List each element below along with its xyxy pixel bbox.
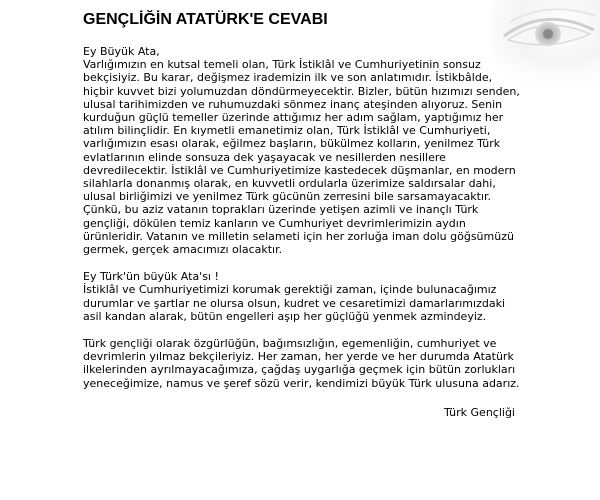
- spacer: [83, 323, 523, 337]
- paragraph-1: Varlığımızın en kutsal temeli olan, Türk İstiklâl ve Cumhuriyetinin sonsuz bekçisiyiz. Bu karar, değişmez irademizin ilk ve son anlatımıdır. İstikbâlde, hiçbir kuvvet bizi yolumuzdan döndürmeyecektir. Bizler, bütün hızımızı senden, ulusal tarihimizden ve ruhumuzdaki sönmez inanç ateşinden alıyoruz. Senin kurduğun güçlü temeller üzerinde attığımız her adım sağlam, yaptığımız her atılım bilinçlidir. En kıymetli emanetimiz olan, Türk İstiklâl ve Cumhuriyeti, varlığımızın esası olarak, eğilmez başların, bükülmez kolların, yenilmez Türk evlatlarının elinde sonsuza dek yaşayacak ve nesillerden nesillere devredilecektir. İstiklâl ve Cumhuriyetimize kastedecek düşmanlar, en modern silahlarla donanmış olarak, en kuvvetli ordularla üzerimize saldırsalar dahi, ulusal birliğimizi ve yenilmez Türk gücünün zerresini bile sarsamayacaktır. Çünkü, bu aziz vatanın toprakları üzerinde yetişen azimli ve inançlı Türk gençliği, dökülen temiz kanların ve Cumhuriyet devrimlerimizin aydın ürünleridir. Vatanın ve milletin selameti için her zorluğa iman dolu göğsümüzü germek, gerçek amacımızı olacaktır.: [83, 58, 520, 257]
- greeting-1: Ey Büyük Ata,: [83, 45, 160, 58]
- greeting-2: Ey Türk'ün büyük Ata'sı !: [83, 270, 219, 284]
- letter-content: [83, 10, 523, 419]
- paragraph-2: İstiklâl ve Cumhuriyetimizi korumak gerektiği zaman, içinde bulunacağımız durumlar ve şartlar ne olursa olsun, kudret ve cesaretimizi damarlarımızdaki asil kandan alarak, bütün engelleri aşıp her güçlüğü yenmek azmindeyiz.: [83, 283, 506, 323]
- page-title: GENÇLİĞİN ATATÜRK'E CEVABI: [83, 11, 328, 28]
- spacer: [83, 256, 523, 270]
- paragraph-3: Türk gençliği olarak özgürlüğün, bağımsızlığın, egemenliğin, cumhuriyet ve devrimlerin yılmaz bekçileriyiz. Her zaman, her yerde ve her durumda Atatürk ilkelerinden ayrılmayacağımıza, çağdaş uygarlığa geçmek için bütün zorlukları yeneceğimize, namus ve şeref sözü verir, kendimizi büyük Türk ulusuna adarız.: [83, 337, 520, 390]
- signature: Türk Gençliği: [443, 405, 515, 419]
